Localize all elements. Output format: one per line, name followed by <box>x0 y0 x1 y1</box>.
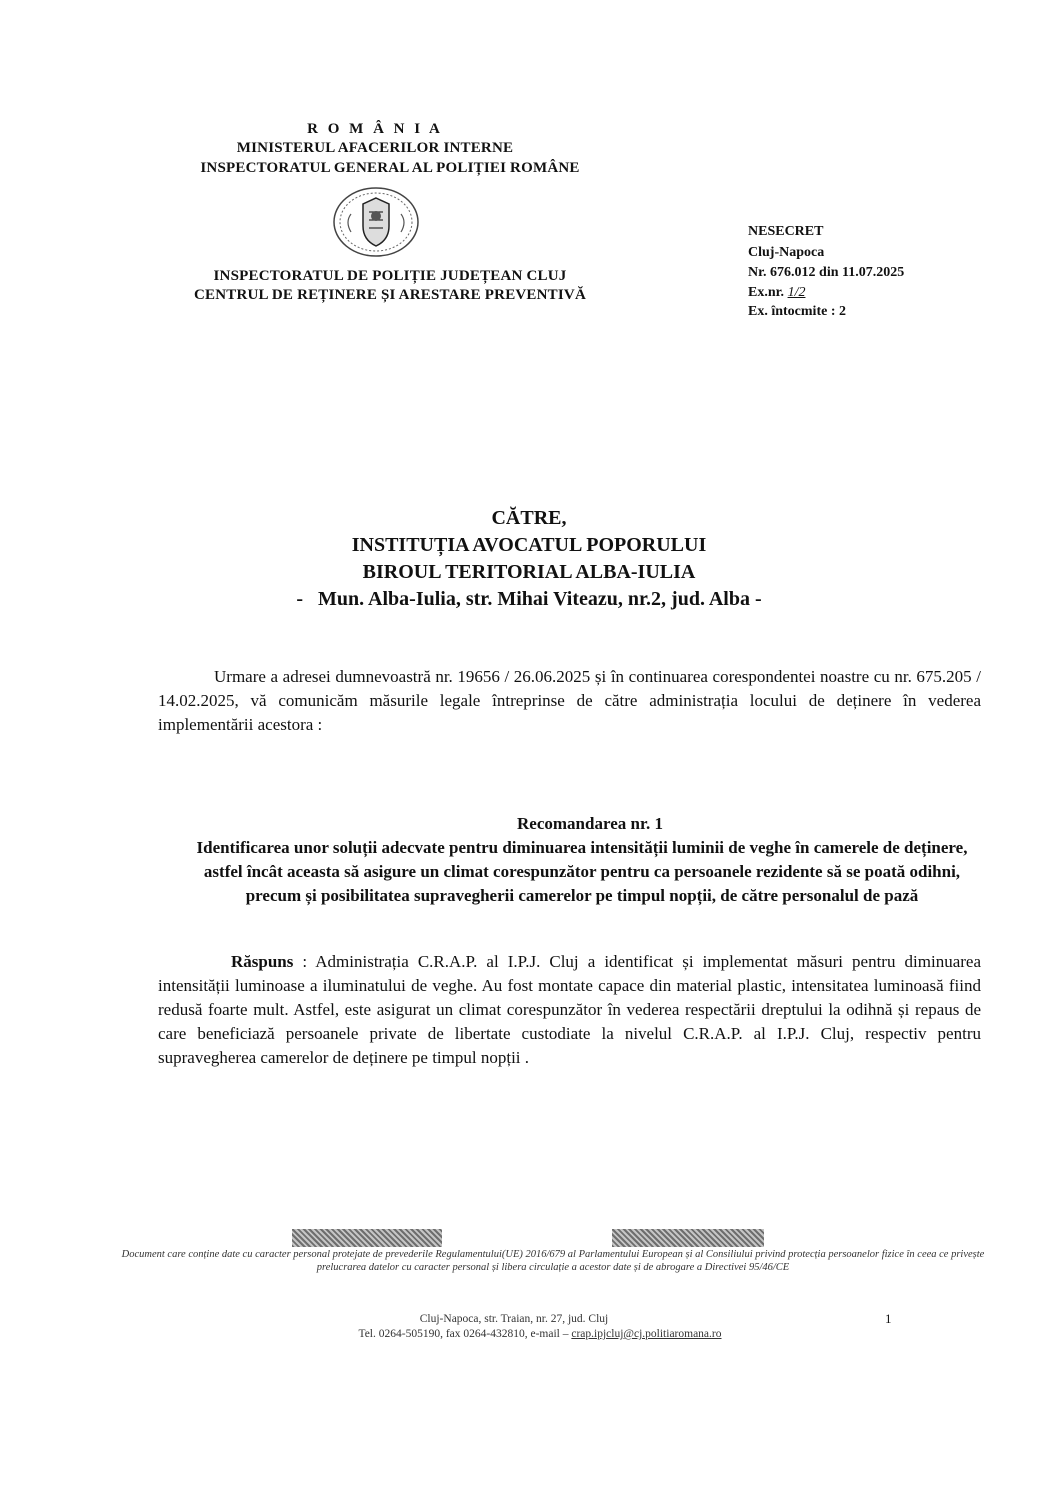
meta-copy-label: Ex.nr. <box>748 285 785 300</box>
redaction-bar-right <box>612 1229 764 1247</box>
header-inspectorate: INSPECTORATUL GENERAL AL POLIȚIEI ROMÂNE <box>200 160 580 176</box>
redaction-bar-left <box>292 1229 442 1247</box>
footer-contact <box>280 1327 800 1342</box>
recipient-line-2: INSTITUȚIA AVOCATUL POPORULUI <box>351 534 707 556</box>
intro-paragraph: Urmare a adresei dumnevoastră nr. 19656 / 26.06.2025 și în continuarea corespondentei noastre cu nr. 675.205 / 14.02.2025, vă comunicăm măsurile legale întreprinse de către administrația locului de deținere în vederea implementării acestora : <box>158 667 981 734</box>
recommendation-text: Identificarea unor soluții adecvate pentru diminuarea intensității luminii de veghe în camerele de deținere, astfel încât aceasta să asigure un climat corespunzător pentru ca persoanele rezidente să se poată odihni, precum și posibilitatea supravegherii camerelor pe timpul nopții, de către personalul de pază <box>196 838 968 905</box>
meta-copies: Ex. întocmite : 2 <box>748 304 846 319</box>
page-number: 1 <box>885 1311 892 1326</box>
header-center: CENTRUL DE REȚINERE ȘI ARESTARE PREVENTIVĂ <box>194 287 586 303</box>
answer-label: Răspuns <box>231 952 294 971</box>
header-ministry: MINISTERUL AFACERILOR INTERNE <box>236 140 514 156</box>
footer-contact-text: Tel. 0264-505190, fax 0264-432810, e-mail – <box>358 1328 572 1340</box>
meta-copy-number <box>748 283 822 302</box>
coat-of-arms-seal <box>331 186 421 258</box>
header-county-inspectorate: INSPECTORATUL DE POLIȚIE JUDEȚEAN CLUJ <box>213 268 567 284</box>
meta-classification: NESECRET <box>748 224 824 239</box>
meta-city: Cluj-Napoca <box>748 245 825 260</box>
recipient-block <box>150 505 908 613</box>
recipient-line-3: BIROUL TERITORIAL ALBA-IULIA <box>362 561 696 583</box>
answer-paragraph <box>158 950 981 1070</box>
footer-address: Cluj-Napoca, str. Traian, nr. 27, jud. Cluj <box>419 1313 609 1325</box>
footer-email-link[interactable]: crap.ipjcluj@cj.politiaromana.ro <box>571 1328 722 1340</box>
recipient-line-4: - Mun. Alba-Iulia, str. Mihai Viteazu, nr.2, jud. Alba - <box>296 588 762 610</box>
answer-text: : Administrația C.R.A.P. al I.P.J. Cluj a identificat și implementat măsuri pentru diminuarea intensității luminoase a iluminatului de veghe. Au fost montate capace din material plastic, intensitatea luminoasă fiind redusă foarte mult. Astfel, este asigurat un climat corespunzător în vederea respectării dreptului la odihnă și repaus de care beneficiază persoanele private de libertate custodiate la nivelul C.R.A.P. al I.P.J. Cluj, respectiv pentru supravegherea camerelor de deținere pe timpul nopții . <box>158 952 981 1067</box>
recipient-line-1: CĂTRE, <box>491 507 567 529</box>
meta-copy-value: 1/2 <box>787 285 806 300</box>
recommendation-title: Recomandarea nr. 1 <box>517 814 663 833</box>
gdpr-notice: Document care conține date cu caracter personal protejate de prevederile Regulamentului(UE) 2016/679 al Parlamentului European și al Consiliului privind protecția persoanelor fizice în ceea ce privește prelucrarea datelor cu caracter personal și libera circulație a acestor date și de abrogare a Directivei 95/46/CE <box>121 1249 985 1273</box>
meta-number: Nr. 676.012 din 11.07.2025 <box>748 265 905 280</box>
header-country: R O M Â N I A <box>307 121 443 137</box>
